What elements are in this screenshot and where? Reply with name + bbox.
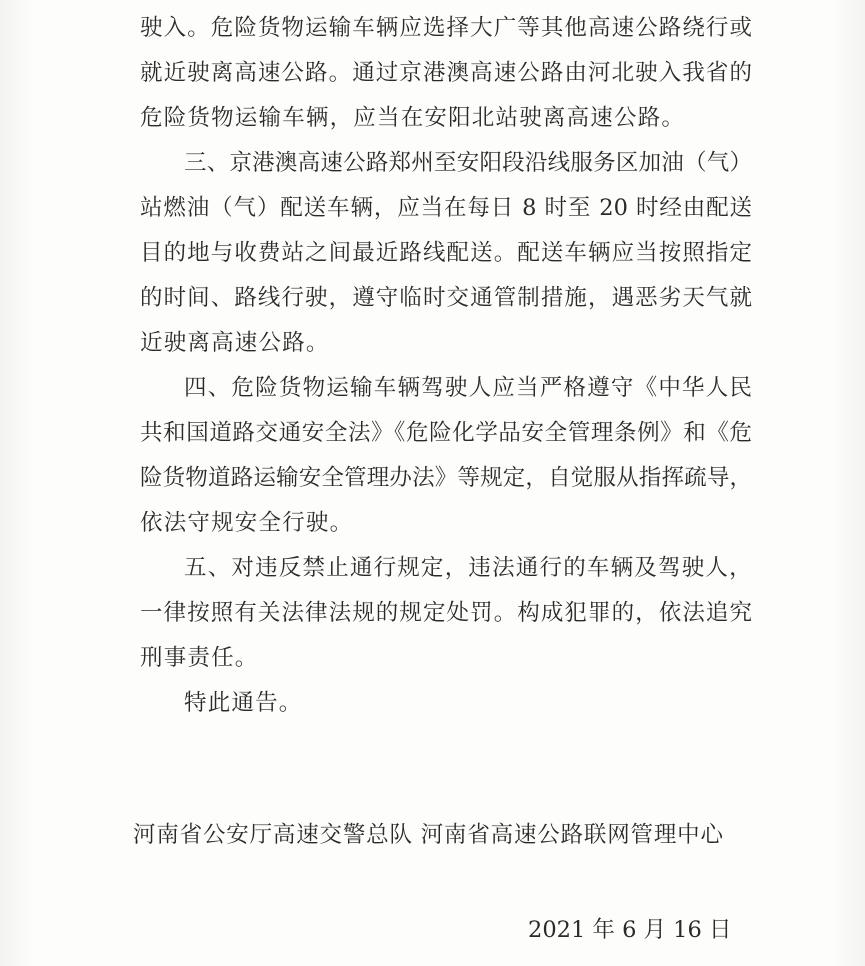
paragraph-line: 驶入。危险货物运输车辆应选择大广等其他高速公路绕行或 [140,15,752,41]
paragraph-line: 险货物道路运输安全管理办法》等规定，自觉服从指挥疏导， [140,465,752,491]
issue-date: 2021 年 6 月 16 日 [528,917,732,943]
paragraph-line: 近驶离高速公路。 [140,330,330,356]
section-four-heading-line: 四、危险货物运输车辆驾驶人应当严格遵守《中华人民 [184,375,752,401]
paragraph-line: 危险货物运输车辆，应当在安阳北站驶离高速公路。 [140,105,686,131]
paragraph-line: 刑事责任。 [140,645,259,671]
paragraph-line: 的时间、路线行驶，遵守临时交通管制措施，遇恶劣天气就 [140,285,752,311]
section-five-heading-line: 五、对违反禁止通行规定，违法通行的车辆及驾驶人， [184,555,753,581]
paragraph-line: 目的地与收费站之间最近路线配送。配送车辆应当按照指定 [140,240,752,266]
paragraph-line: 一律按照有关法律法规的规定处罚。构成犯罪的，依法追究 [140,600,752,626]
paragraph-line: 共和国道路交通安全法》《危险化学品安全管理条例》和《危 [140,420,752,446]
closing-line: 特此通告。 [184,690,303,716]
paragraph-line: 站燃油（气）配送车辆，应当在每日 8 时至 20 时经由配送 [140,195,752,221]
paragraph-line: 依法守规安全行驶。 [140,510,354,536]
paragraph-line: 就近驶离高速公路。通过京港澳高速公路由河北驶入我省的 [140,60,752,86]
issuer-signature: 河南省公安厅高速交警总队 河南省高速公路联网管理中心 [133,822,723,848]
section-three-heading-line: 三、京港澳高速公路郑州至安阳段沿线服务区加油（气） [184,150,752,176]
